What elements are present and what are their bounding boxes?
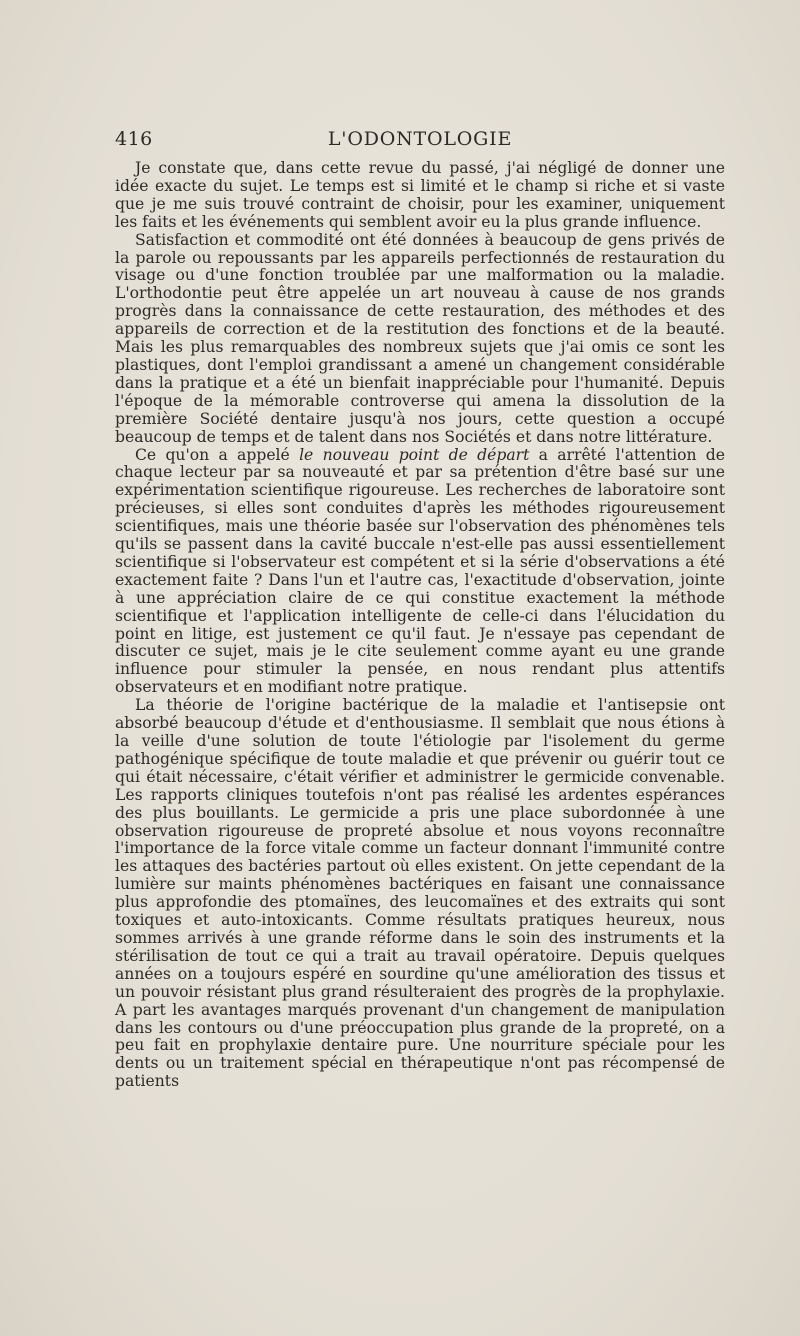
- article-body: [115, 160, 725, 1091]
- page-header: [115, 128, 725, 154]
- paragraph-4: La théorie de l'origine bactérique de la maladie et l'antisepsie ont absorbé beaucoup d'étude et d'enthousiasme. Il semblait que nous étions à la veille d'une solution de toute l'étiologie par l'isolement du germe pathogénique spécifique de toute maladie et que prévenir ou guérir tout ce qui était nécessaire, c'était vérifier et administrer le germicide convenable. Les rapports cliniques toutefois n'ont pas réalisé les ardentes espérances des plus bouillants. Le germicide a pris une place subordonnée à une observation rigoureuse de propreté absolue et nous voyons reconnaître l'importance de la force vitale comme un facteur donnant l'immunité contre les attaques des bactéries partout où elles existent. On jette cependant de la lumière sur maints phénomènes bactériques en faisant une connaissance plus approfondie des ptomaïnes, des leucomaïnes et des extraits qui sont toxiques et auto-intoxicants. Comme résultats pratiques heureux, nous sommes arrivés à une grande réforme dans le soin des instruments et la stérilisation de tout ce qui a trait au travail opératoire. Depuis quelques années on a toujours espéré en sourdine qu'une amélioration des tissus et un pouvoir résistant plus grand résulteraient des progrès de la prophylaxie. A part les avantages marqués provenant d'un changement de manipulation dans les contours ou d'une préoccupation plus grande de la propreté, on a peu fait en prophylaxie dentaire pure. Une nourriture spéciale pour les dents ou un traitement spécial en thérapeutique n'ont pas récompensé de patients: [115, 696, 725, 1091]
- page-number: 416: [115, 128, 153, 150]
- running-title: L'ODONTOLOGIE: [327, 128, 513, 150]
- paragraph-1: Je constate que, dans cette revue du passé, j'ai négligé de donner une idée exacte du sujet. Le temps est si limité et le champ si riche et si vaste que je me suis trouvé contraint de choisir, pour les examiner, uniquement les faits et les événements qui semblent avoir eu la plus grande influence.: [115, 159, 725, 231]
- paragraph-3-lead: Ce qu'on a appelé: [135, 445, 300, 464]
- italic-phrase: le nouveau point de départ: [299, 445, 530, 464]
- paragraph-3: [115, 447, 725, 698]
- paragraph-2: Satisfaction et commodité ont été données à beaucoup de gens privés de la parole ou repoussants par les appareils perfectionnés de restauration du visage ou d'une fonction troublée par une malformation ou la maladie. L'orthodontie peut être appelée un art nouveau à cause de nos grands progrès dans la connaissance de cette restauration, des méthodes et des appareils de correction et de la restitution des fonctions et de la beauté. Mais les plus remarquables des nombreux sujets que j'ai omis ce sont les plastiques, dont l'emploi grandissant a amené un changement considérable dans la pratique et a été un bienfait inappréciable pour l'humanité. Depuis l'époque de la mémorable controverse qui amena la dissolution de la première Société dentaire jusqu'à nos jours, cette question a occupé beaucoup de temps et de talent dans nos Sociétés et dans notre littérature.: [115, 230, 725, 446]
- paragraph-3-rest: a arrêté l'attention de chaque lecteur par sa nouveauté et par sa prétention d'être basé sur une expérimentation scientifique rigoureuse. Les recherches de laboratoire sont précieuses, si elles sont conduites d'après les méthodes rigoureusement scientifiques, mais une théorie basée sur l'observation des phénomènes tels qu'ils se passent dans la cavité buccale n'est-elle pas aussi essentiellement scientifique si l'observateur est compétent et si la série d'observations a été exactement faite ? Dans l'un et l'autre cas, l'exactitude d'observation, jointe à une appréciation claire de ce qui constitue exactement la méthode scientifique et l'application intelligente de celle-ci dans l'élucidation du point en litige, est justement ce qu'il faut. Je n'essaye pas cependant de discuter ce sujet, mais je le cite seulement comme ayant eu une grande influence pour stimuler la pensée, en nous rendant plus attentifs observateurs et en modifiant notre pratique.: [115, 445, 726, 697]
